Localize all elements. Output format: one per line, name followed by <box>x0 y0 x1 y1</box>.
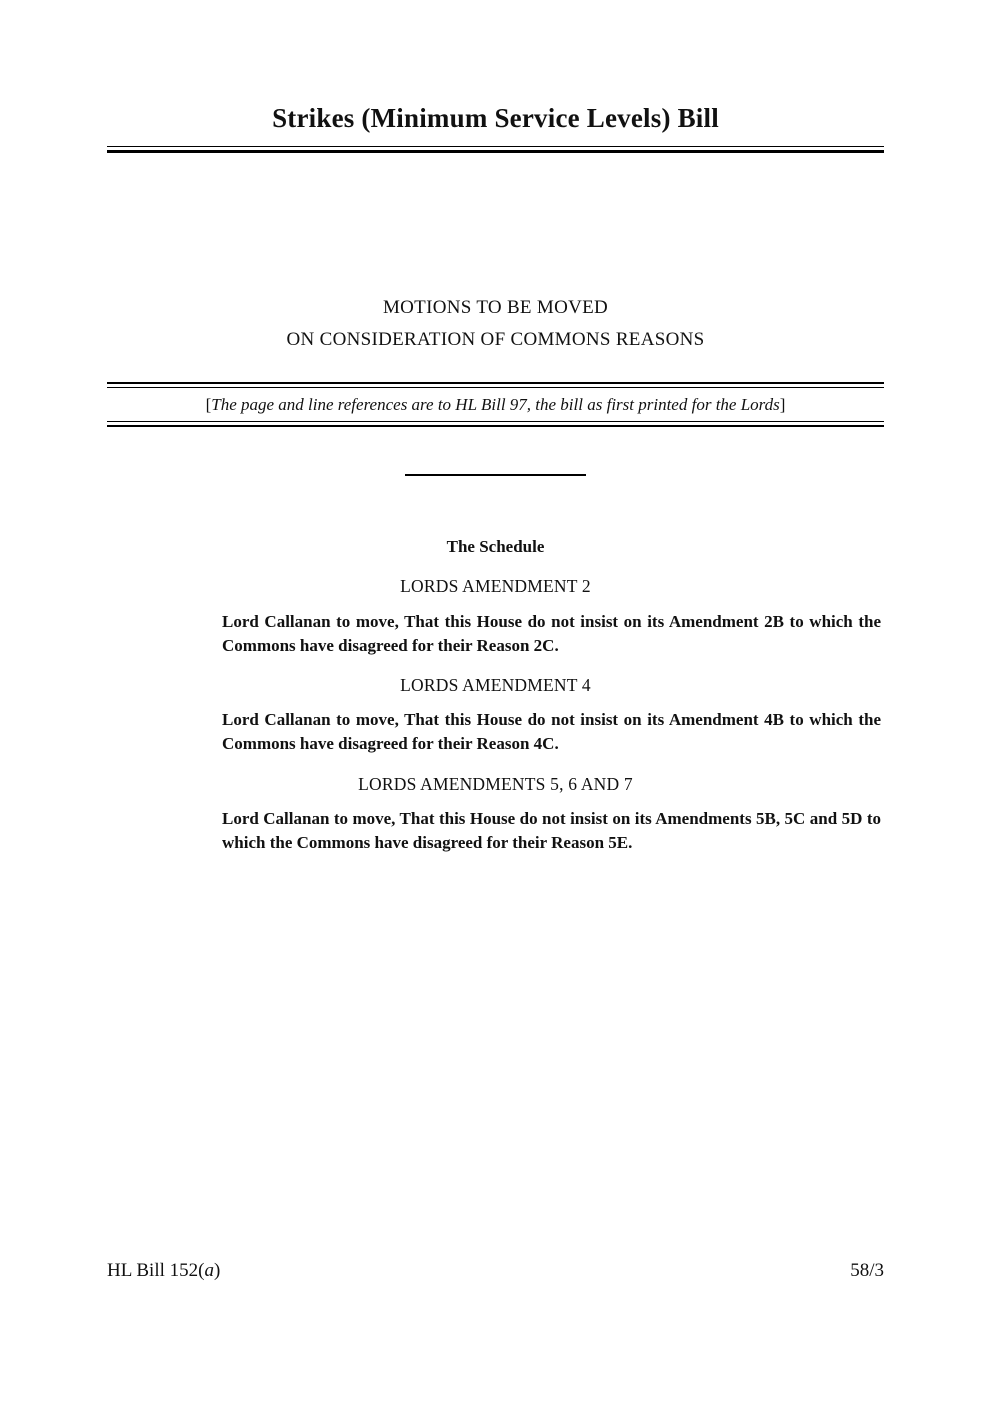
footer-bill-number <box>107 1260 220 1282</box>
title-double-rule <box>107 146 884 153</box>
amendment-motion-5-6-7: Lord Callanan to move, That this House do not insist on its Amendments 5B, 5C and 5D to which the Commons have disagreed for their Reason 5E. <box>222 809 881 852</box>
amendment-motion-2: Lord Callanan to move, That this House do not insist on its Amendment 2B to which the Commons have disagreed for their Reason 2C. <box>222 612 881 655</box>
motions-heading-line1: MOTIONS TO BE MOVED <box>382 297 609 318</box>
note-bottom-inner-rule <box>107 421 884 422</box>
note-bracket-close: ] <box>779 395 786 414</box>
motions-heading-line2: ON CONSIDERATION OF COMMONS REASONS <box>286 329 705 350</box>
title-rule-thick-line <box>107 150 884 153</box>
page-footer <box>107 1260 884 1282</box>
footer-bill-number-italic: a <box>204 1260 214 1281</box>
note-bottom-outer-rule <box>107 425 884 427</box>
footer-bill-number-prefix: HL Bill 152( <box>107 1260 205 1281</box>
section-divider-rule <box>405 474 586 476</box>
schedule-heading: The Schedule <box>446 537 545 556</box>
title-rule-thin-line <box>107 146 884 147</box>
footer-bill-number-suffix: ) <box>213 1260 221 1281</box>
reference-note <box>107 388 884 421</box>
amendment-heading-4: LORDS AMENDMENT 4 <box>400 675 591 695</box>
amendment-motion-4: Lord Callanan to move, That this House do not insist on its Amendment 4B to which the Commons have disagreed for their Reason 4C. <box>222 710 881 753</box>
note-top-outer-rule <box>107 382 884 384</box>
note-bracket-open: [ <box>205 395 212 414</box>
footer-session-number: 58/3 <box>850 1260 884 1281</box>
reference-note-frame <box>107 382 884 427</box>
amendment-heading-5-6-7: LORDS AMENDMENTS 5, 6 AND 7 <box>358 774 633 794</box>
page-title: Strikes (Minimum Service Levels) Bill <box>272 103 719 133</box>
amendment-heading-2: LORDS AMENDMENT 2 <box>400 576 591 596</box>
reference-note-text: The page and line references are to HL Bill 97, the bill as first printed for the Lords <box>211 395 780 414</box>
